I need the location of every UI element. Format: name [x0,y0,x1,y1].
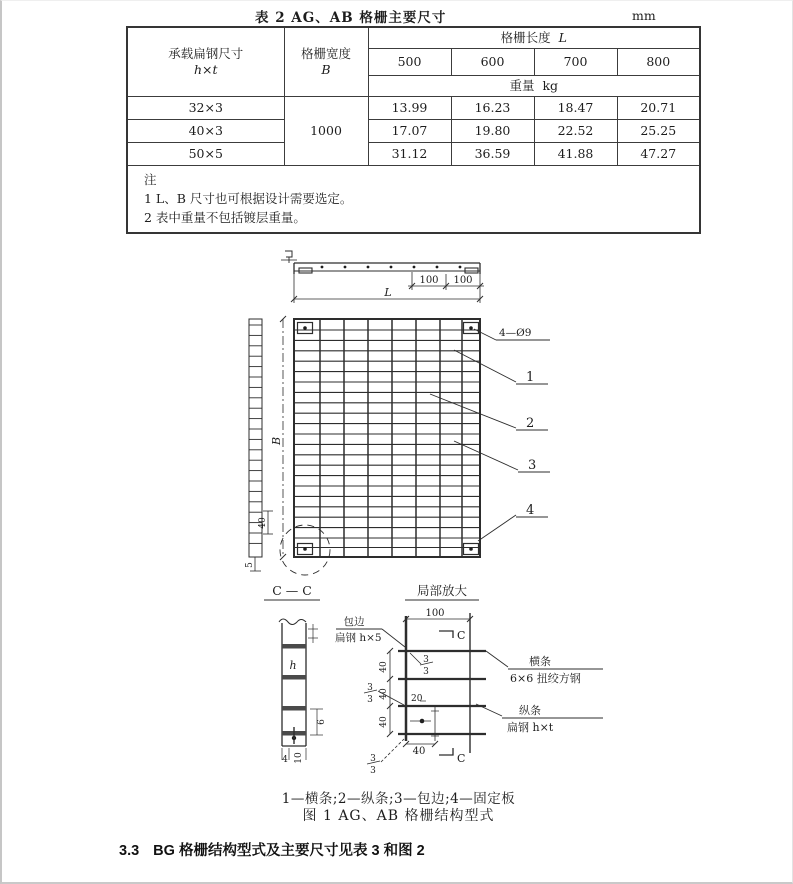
header-length-700: 700 [534,48,617,75]
table-unit-label: mm [632,8,656,23]
dim-40-bottom: 40 [412,746,426,757]
cell-width-1000: 1000 [284,96,368,165]
weld-num: 3 [370,754,376,764]
header-grating-width: 格栅宽度 B [284,27,368,96]
cell-weight: 20.71 [617,96,700,119]
table-row [127,142,700,165]
label-crossbar-spec: 6×6 扭绞方钢 [510,672,581,685]
cell-weight: 16.23 [451,96,534,119]
dim-5-side: 5 [245,562,255,568]
header-length-800: 800 [617,48,700,75]
header-grating-length-group: 格栅长度 L [368,27,700,48]
spec-table [126,26,701,234]
cell-weight: 19.80 [451,119,534,142]
dim-100-detail: 100 [425,608,445,619]
cell-weight: 17.07 [368,119,451,142]
detail-enlarged-view [335,583,603,776]
dim-100-left: 100 [419,275,439,286]
cell-weight: 47.27 [617,142,700,165]
note-2: 2 表中重量不包括镀层重量。 [144,209,306,225]
dim-length-L: L [384,286,392,299]
cell-weight: 13.99 [368,96,451,119]
cell-weight: 36.59 [451,142,534,165]
top-elevation-view [281,251,484,303]
table-title: 表 2 AG、AB 格栅主要尺寸 [255,10,447,26]
callout-2: 2 [526,416,535,431]
weld-num: 3 [423,667,429,677]
grating-structure-diagram [2,241,793,786]
label-edging-spec: 扁钢 h×5 [335,632,382,644]
cut-mark-c-top: C [457,629,466,642]
dim-10: 10 [294,752,304,764]
dim-width-B: B [270,436,283,446]
section-number: 3.3 [119,843,140,859]
section-3-3-paragraph [119,839,425,860]
table-notes [127,165,700,233]
dim-100-right: 100 [453,275,473,286]
figure-parts-legend: 1—横条;2—纵条;3—包边;4—固定板 [281,791,516,807]
dim-4: 4 [282,755,288,765]
dim-h: h [289,659,297,672]
dim-6: 6 [317,719,327,725]
section-text: BG 格栅结构型式及主要尺寸见表 3 和图 2 [153,843,425,859]
label-crossbar-name: 横条 [529,655,551,668]
figure-1-drawing [2,241,793,786]
cell-weight: 25.25 [617,119,700,142]
header-weight-row: 重量 kg [368,75,700,96]
note-1: 1 L、B 尺寸也可根据设计需要选定。 [144,190,353,206]
label-longbar-spec: 扁钢 h×t [507,721,554,734]
section-cc-title: C — C [272,583,312,598]
cell-size: 50×5 [127,142,284,165]
cell-weight: 31.12 [368,142,451,165]
header-length-600: 600 [451,48,534,75]
dim-40-side: 40 [258,517,268,529]
weld-num: 3 [370,766,376,776]
side-view-strip [245,316,286,571]
callout-1: 1 [526,370,535,385]
callout-3: 3 [528,458,537,473]
dim-40-c: 40 [379,716,389,728]
cell-weight: 18.47 [534,96,617,119]
cut-mark-c-bottom: C [457,752,466,765]
header-length-500: 500 [368,48,451,75]
cell-weight: 22.52 [534,119,617,142]
detail-title: 局部放大 [416,583,468,598]
label-holes-4-d9: 4—Ø9 [499,327,532,339]
weld-num: 3 [367,695,373,705]
weld-num: 3 [367,683,373,693]
cell-size: 32×3 [127,96,284,119]
header-flat-steel-size: 承载扁钢尺寸 h×t [127,27,284,96]
dim-40-a: 40 [379,661,389,673]
callout-4: 4 [526,503,535,518]
cell-size: 40×3 [127,119,284,142]
label-longbar-name: 纵条 [519,704,541,717]
section-cc-view [264,583,327,765]
label-edging-name: 包边 [343,616,365,628]
weld-num: 3 [423,655,429,665]
dim-40-b: 40 [379,688,389,700]
plan-view-grid [280,319,550,575]
dim-20: 20 [411,694,423,704]
cell-weight: 41.88 [534,142,617,165]
table-row [127,119,700,142]
notes-label: 注 [144,171,157,187]
figure-caption: 图 1 AG、AB 格栅结构型式 [302,808,495,824]
table-row [127,96,700,119]
